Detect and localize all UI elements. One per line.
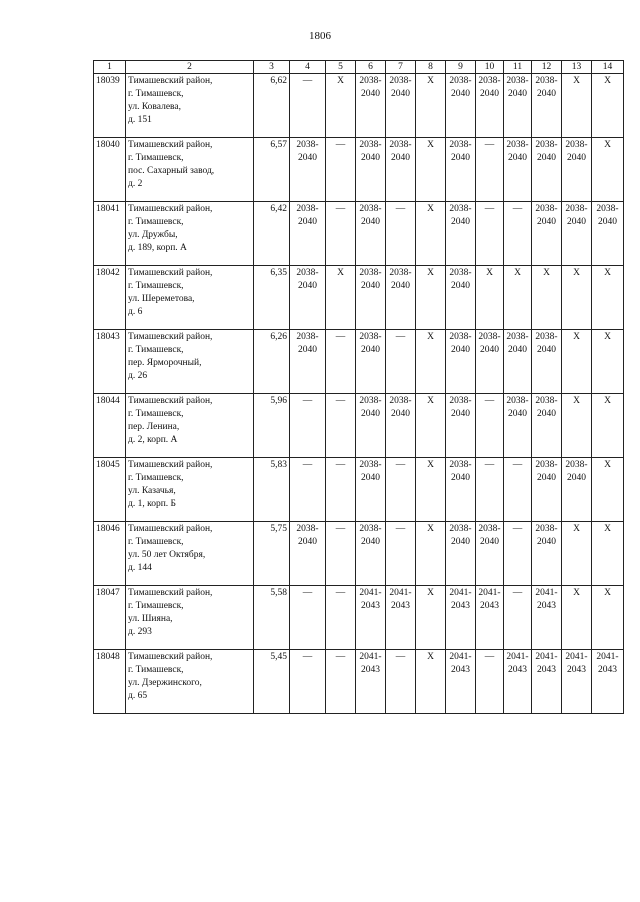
record-number: 18043	[94, 330, 126, 394]
period-cell: Х	[562, 74, 592, 138]
period-cell: Х	[416, 458, 446, 522]
column-number-12: 12	[532, 61, 562, 74]
period-cell: 2038- 2040	[356, 138, 386, 202]
period-cell: 2041- 2043	[562, 650, 592, 714]
area-cell: 6,26	[254, 330, 290, 394]
period-cell: 2038- 2040	[592, 202, 624, 266]
table-row	[94, 266, 624, 330]
period-cell: Х	[416, 202, 446, 266]
column-number-7: 7	[386, 61, 416, 74]
period-cell: Х	[562, 586, 592, 650]
period-cell: —	[326, 586, 356, 650]
area-cell: 5,83	[254, 458, 290, 522]
address-cell: Тимашевский район, г. Тимашевск, ул. Шияна, д. 293	[126, 586, 254, 650]
period-cell: —	[326, 330, 356, 394]
period-cell: —	[476, 394, 504, 458]
period-cell: 2038- 2040	[386, 74, 416, 138]
period-cell: 2038- 2040	[446, 458, 476, 522]
period-cell: —	[386, 522, 416, 586]
period-cell: 2038- 2040	[562, 202, 592, 266]
table-row	[94, 202, 624, 266]
period-cell: 2041- 2043	[476, 586, 504, 650]
column-number-10: 10	[476, 61, 504, 74]
period-cell: 2038- 2040	[446, 202, 476, 266]
period-cell: —	[386, 330, 416, 394]
area-cell: 6,42	[254, 202, 290, 266]
period-cell: 2038- 2040	[504, 394, 532, 458]
column-number-11: 11	[504, 61, 532, 74]
period-cell: —	[326, 458, 356, 522]
period-cell: 2038- 2040	[562, 138, 592, 202]
period-cell: Х	[326, 74, 356, 138]
period-cell: Х	[416, 138, 446, 202]
column-number-13: 13	[562, 61, 592, 74]
address-cell: Тимашевский район, г. Тимашевск, ул. 50 лет Октября, д. 144	[126, 522, 254, 586]
table-row	[94, 586, 624, 650]
period-cell: —	[386, 650, 416, 714]
period-cell: 2038- 2040	[386, 394, 416, 458]
period-cell: —	[476, 458, 504, 522]
period-cell: 2041- 2043	[504, 650, 532, 714]
period-cell: 2038- 2040	[386, 138, 416, 202]
address-cell: Тимашевский район, г. Тимашевск, ул. Шереметова, д. 6	[126, 266, 254, 330]
period-cell: —	[290, 458, 326, 522]
period-cell: Х	[592, 74, 624, 138]
period-cell: 2038- 2040	[504, 74, 532, 138]
period-cell: 2038- 2040	[476, 330, 504, 394]
period-cell: Х	[532, 266, 562, 330]
period-cell: —	[290, 74, 326, 138]
area-cell: 5,75	[254, 522, 290, 586]
period-cell: Х	[504, 266, 532, 330]
table-row	[94, 458, 624, 522]
period-cell: 2038- 2040	[532, 74, 562, 138]
period-cell: Х	[592, 458, 624, 522]
record-number: 18045	[94, 458, 126, 522]
area-cell: 5,58	[254, 586, 290, 650]
table-row	[94, 522, 624, 586]
period-cell: —	[504, 202, 532, 266]
period-cell: —	[476, 202, 504, 266]
period-cell: Х	[476, 266, 504, 330]
area-cell: 5,96	[254, 394, 290, 458]
column-number-8: 8	[416, 61, 446, 74]
period-cell: Х	[592, 330, 624, 394]
period-cell: 2041- 2043	[356, 586, 386, 650]
period-cell: 2038- 2040	[446, 266, 476, 330]
period-cell: —	[326, 202, 356, 266]
period-cell: 2041- 2043	[446, 650, 476, 714]
period-cell: 2038- 2040	[446, 74, 476, 138]
period-cell: 2038- 2040	[290, 330, 326, 394]
period-cell: 2038- 2040	[532, 458, 562, 522]
period-cell: 2041- 2043	[446, 586, 476, 650]
period-cell: —	[476, 138, 504, 202]
address-cell: Тимашевский район, г. Тимашевск, ул. Дзержинского, д. 65	[126, 650, 254, 714]
address-cell: Тимашевский район, г. Тимашевск, пер. Ленина, д. 2, корп. А	[126, 394, 254, 458]
period-cell: —	[326, 650, 356, 714]
period-cell: 2038- 2040	[290, 138, 326, 202]
period-cell: 2038- 2040	[290, 522, 326, 586]
table-row	[94, 394, 624, 458]
period-cell: 2038- 2040	[386, 266, 416, 330]
period-cell: 2038- 2040	[356, 330, 386, 394]
column-number-3: 3	[254, 61, 290, 74]
period-cell: Х	[416, 522, 446, 586]
period-cell: —	[326, 522, 356, 586]
period-cell: Х	[416, 74, 446, 138]
period-cell: 2038- 2040	[532, 202, 562, 266]
period-cell: 2038- 2040	[356, 202, 386, 266]
period-cell: Х	[416, 330, 446, 394]
period-cell: 2038- 2040	[446, 522, 476, 586]
period-cell: 2038- 2040	[290, 266, 326, 330]
period-cell: 2038- 2040	[476, 74, 504, 138]
period-cell: —	[290, 650, 326, 714]
period-cell: 2038- 2040	[356, 266, 386, 330]
period-cell: 2038- 2040	[532, 522, 562, 586]
table-row	[94, 74, 624, 138]
record-number: 18048	[94, 650, 126, 714]
period-cell: Х	[562, 394, 592, 458]
capital-repair-table	[93, 60, 624, 714]
period-cell: Х	[416, 266, 446, 330]
period-cell: —	[386, 202, 416, 266]
period-cell: 2038- 2040	[290, 202, 326, 266]
address-cell: Тимашевский район, г. Тимашевск, ул. Казачья, д. 1, корп. Б	[126, 458, 254, 522]
period-cell: 2041- 2043	[532, 586, 562, 650]
column-number-14: 14	[592, 61, 624, 74]
period-cell: 2038- 2040	[356, 394, 386, 458]
record-number: 18046	[94, 522, 126, 586]
period-cell: Х	[416, 394, 446, 458]
period-cell: —	[386, 458, 416, 522]
period-cell: Х	[592, 266, 624, 330]
column-number-5: 5	[326, 61, 356, 74]
period-cell: Х	[562, 330, 592, 394]
period-cell: Х	[592, 394, 624, 458]
period-cell: —	[326, 138, 356, 202]
table-row	[94, 330, 624, 394]
area-cell: 6,57	[254, 138, 290, 202]
area-cell: 6,62	[254, 74, 290, 138]
record-number: 18042	[94, 266, 126, 330]
period-cell: Х	[592, 522, 624, 586]
period-cell: Х	[416, 650, 446, 714]
column-number-row	[94, 61, 624, 74]
period-cell: 2038- 2040	[476, 522, 504, 586]
period-cell: Х	[416, 586, 446, 650]
period-cell: 2038- 2040	[356, 458, 386, 522]
period-cell: —	[504, 458, 532, 522]
address-cell: Тимашевский район, г. Тимашевск, пос. Сахарный завод, д. 2	[126, 138, 254, 202]
period-cell: —	[504, 586, 532, 650]
period-cell: —	[290, 394, 326, 458]
area-cell: 5,45	[254, 650, 290, 714]
period-cell: Х	[326, 266, 356, 330]
period-cell: —	[326, 394, 356, 458]
period-cell: Х	[592, 138, 624, 202]
column-number-1: 1	[94, 61, 126, 74]
period-cell: 2038- 2040	[446, 138, 476, 202]
period-cell: 2038- 2040	[532, 394, 562, 458]
column-number-9: 9	[446, 61, 476, 74]
table-row	[94, 138, 624, 202]
address-cell: Тимашевский район, г. Тимашевск, ул. Ковалева, д. 151	[126, 74, 254, 138]
record-number: 18044	[94, 394, 126, 458]
period-cell: 2038- 2040	[446, 330, 476, 394]
column-number-4: 4	[290, 61, 326, 74]
column-number-2: 2	[126, 61, 254, 74]
period-cell: 2038- 2040	[532, 138, 562, 202]
period-cell: —	[290, 586, 326, 650]
period-cell: 2041- 2043	[386, 586, 416, 650]
record-number: 18041	[94, 202, 126, 266]
column-number-6: 6	[356, 61, 386, 74]
period-cell: 2038- 2040	[446, 394, 476, 458]
page-number: 1806	[309, 30, 331, 42]
period-cell: 2038- 2040	[356, 522, 386, 586]
record-number: 18039	[94, 74, 126, 138]
period-cell: 2041- 2043	[356, 650, 386, 714]
period-cell: 2038- 2040	[504, 330, 532, 394]
period-cell: 2038- 2040	[562, 458, 592, 522]
period-cell: 2041- 2043	[592, 650, 624, 714]
period-cell: 2038- 2040	[356, 74, 386, 138]
period-cell: —	[476, 650, 504, 714]
period-cell: 2038- 2040	[504, 138, 532, 202]
period-cell: 2041- 2043	[532, 650, 562, 714]
table-row	[94, 650, 624, 714]
period-cell: 2038- 2040	[532, 330, 562, 394]
area-cell: 6,35	[254, 266, 290, 330]
period-cell: Х	[562, 266, 592, 330]
period-cell: Х	[562, 522, 592, 586]
record-number: 18047	[94, 586, 126, 650]
address-cell: Тимашевский район, г. Тимашевск, пер. Ярморочный, д. 26	[126, 330, 254, 394]
record-number: 18040	[94, 138, 126, 202]
address-cell: Тимашевский район, г. Тимашевск, ул. Дружбы, д. 189, корп. А	[126, 202, 254, 266]
period-cell: Х	[592, 586, 624, 650]
period-cell: —	[504, 522, 532, 586]
